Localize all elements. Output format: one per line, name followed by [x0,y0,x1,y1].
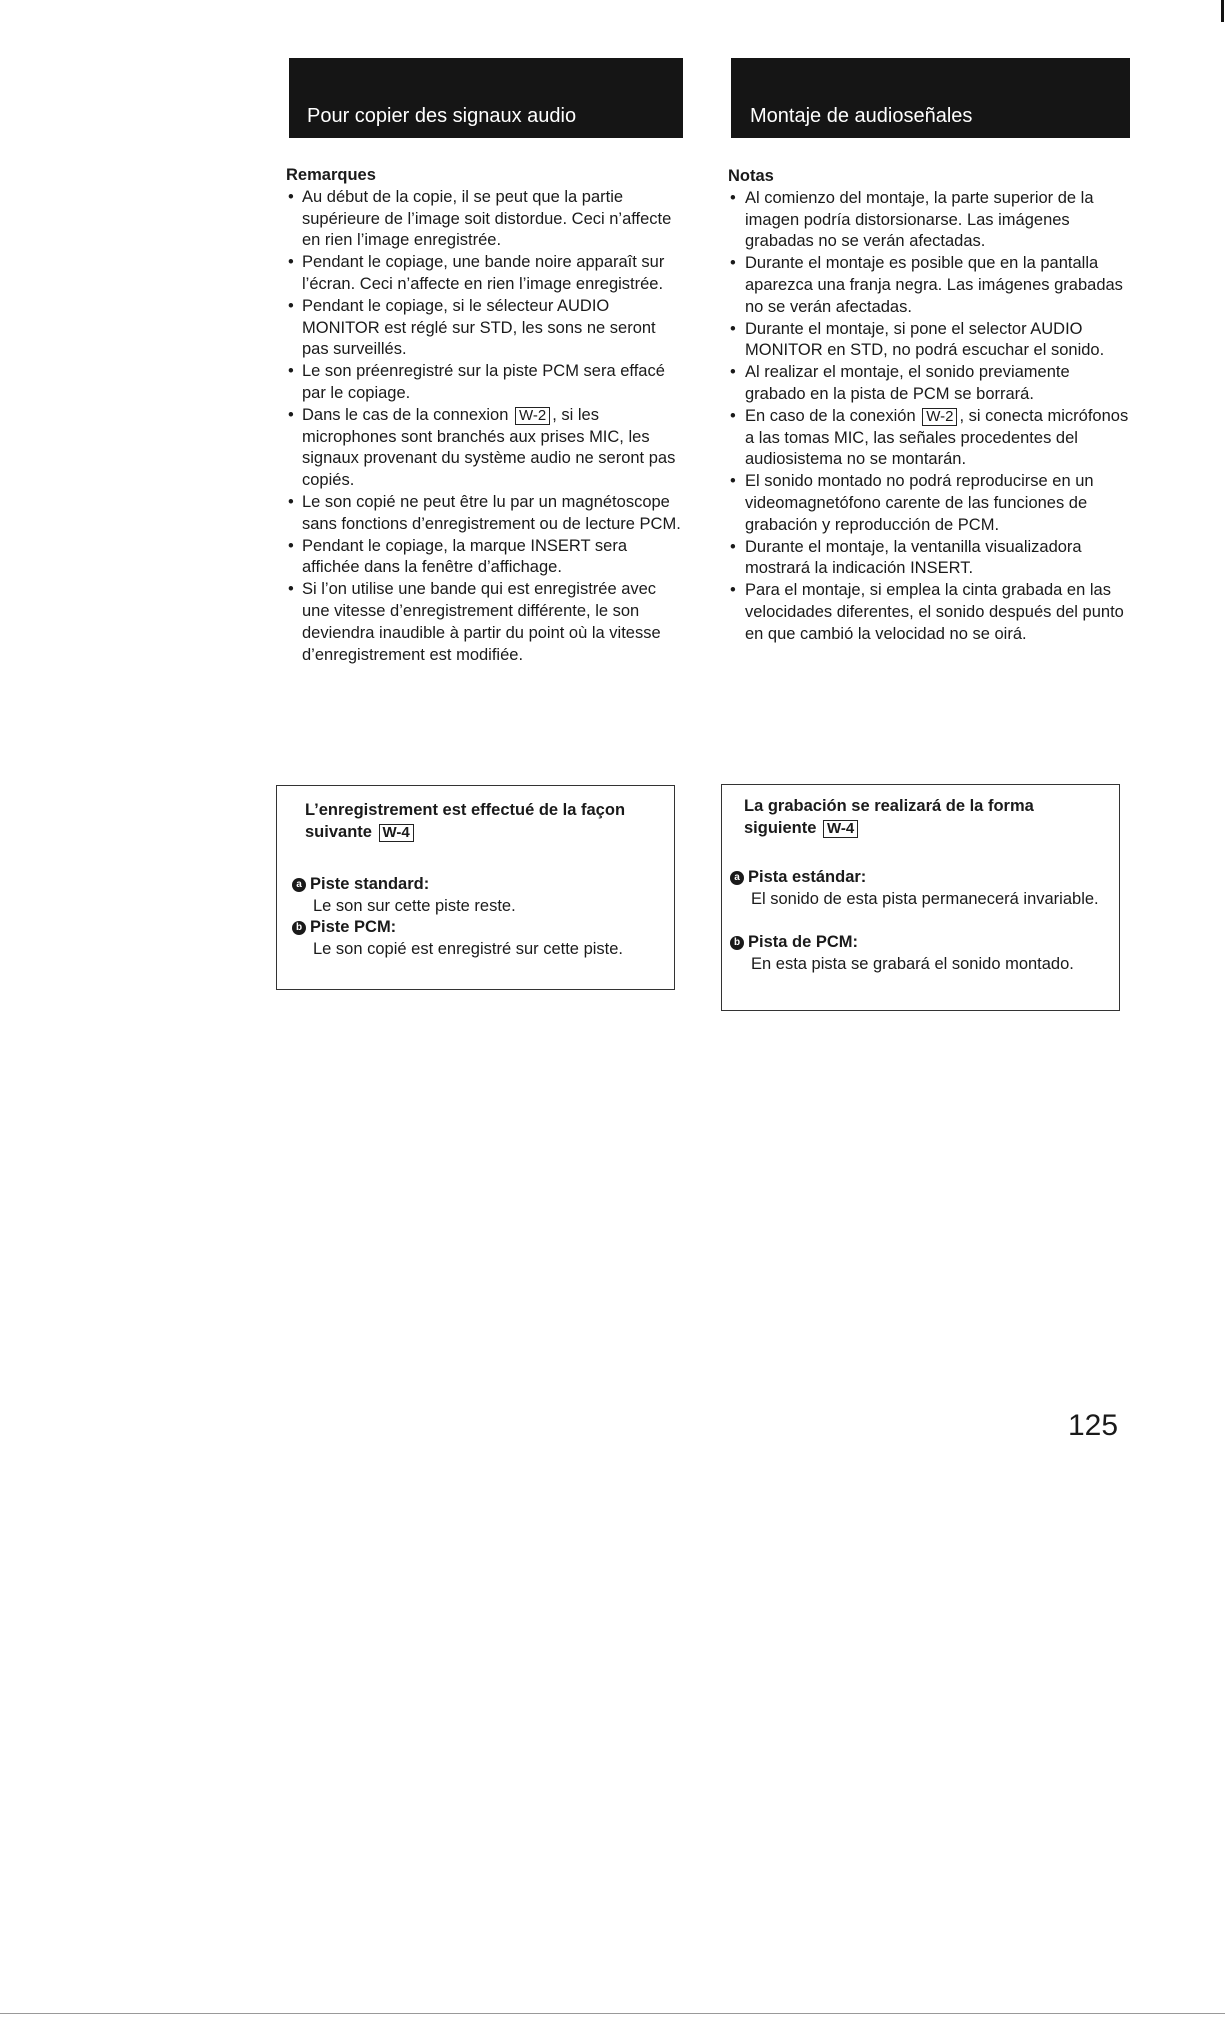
track-label [730,932,1110,954]
spanish-notes-column [728,166,1133,646]
circled-b-icon: b [730,936,744,950]
spanish-section-header [731,58,1130,138]
list-item: • Au début de la copie, il se peut que la partie supérieure de l’image soit distordue. Ceci n’affecte en rien l’image enregistrée. [286,187,686,252]
list-item: • Al realizar el montaje, el sonido previamente grabado en la pista de PCM se borrará. [728,362,1133,406]
page-number: 125 [1068,1409,1119,1442]
track-label-text: Piste standard: [310,875,430,893]
spanish-track-pcm [730,932,1110,976]
bottom-rule [0,2013,1225,2014]
list-item: • Le son copié ne peut être lu par un magnétoscope sans fonctions d’enregistrement ou de lecture PCM. [286,492,686,536]
french-track-standard [292,874,662,918]
french-track-pcm [292,917,662,961]
track-description: Le son sur cette piste reste. [313,896,516,915]
list-item: • Durante el montaje, si pone el selector AUDIO MONITOR en STD, no podrá escuchar el sonido. [728,319,1133,363]
track-label-text: Pista estándar: [748,868,867,886]
list-item: • Pendant le copiage, une bande noire apparaît sur l’écran. Ceci n’affecte en rien l’image enregistrée. [286,252,686,296]
circled-a-icon: a [730,871,744,885]
list-item: • Si l’on utilise une bande qui est enregistrée avec une vitesse d’enregistrement différente, le son deviendra inaudible à partir du point où la vitesse d’enregistrement est modifiée. [286,579,686,666]
track-description: Le son copié est enregistré sur cette piste. [313,939,624,958]
french-section-header [289,58,683,138]
connection-ref-badge: W-2 [515,407,550,425]
list-item: • Durante el montaje es posible que en la pantalla aparezca una franja negra. Las imágenes grabadas no se verán afectadas. [728,253,1133,318]
spanish-recording-box [721,784,1120,1011]
list-item: • Durante el montaje, la ventanilla visualizadora mostrará la indicación INSERT. [728,537,1133,581]
connection-note-text: Dans le cas de la connexion [302,405,509,424]
french-header-title: Pour copier des signaux audio [307,105,577,127]
circled-a-icon: a [292,878,306,892]
list-item: • Al comienzo del montaje, la parte superior de la imagen podría distorsionarse. Las imágenes grabadas no se verán afectadas. [728,188,1133,253]
track-description: El sonido de esta pista permanecerá invariable. [751,889,1099,908]
box-title-text: La grabación se realizará de la forma siguiente [744,797,1034,837]
track-label-text: Pista de PCM: [748,933,859,951]
spanish-track-standard [730,867,1110,911]
list-item [286,405,686,492]
connection-ref-badge: W-2 [922,408,957,426]
track-label-text: Piste PCM: [310,918,397,936]
list-item: • Pendant le copiage, la marque INSERT sera affichée dans la fenêtre d’affichage. [286,536,686,580]
spanish-notes-list [728,188,1133,646]
track-label [292,874,662,896]
connection-note-text: , si les microphones sont branchés aux prises MIC, les signaux provenant du système audio ne seront pas copiés. [302,405,676,490]
list-item [728,406,1133,471]
spanish-box-title [744,796,1104,840]
circled-b-icon: b [292,921,306,935]
spanish-notes-title: Notas [728,167,774,185]
french-notes-title: Remarques [286,166,376,184]
list-item: • Le son préenregistré sur la piste PCM sera effacé par le copiage. [286,361,686,405]
connection-ref-badge: W-4 [823,820,858,838]
french-notes-column [286,165,686,666]
list-item: • El sonido montado no podrá reproducirse en un videomagnetófono carente de las funciones de grabación y reproducción de PCM. [728,471,1133,536]
spanish-header-title: Montaje de audioseñales [750,105,973,127]
french-box-title [305,800,665,844]
track-label [292,917,662,939]
list-item: • Pendant le copiage, si le sélecteur AUDIO MONITOR est réglé sur STD, les sons ne seront pas surveillés. [286,296,686,361]
crop-mark [1221,0,1224,22]
connection-note-text: En caso de la conexión [745,406,916,425]
connection-ref-badge: W-4 [379,824,414,842]
list-item: • Para el montaje, si emplea la cinta grabada en las velocidades diferentes, el sonido después del punto en que cambió la velocidad no se oirá. [728,580,1133,645]
french-notes-list [286,187,686,667]
connection-note-text: , si conecta micrófonos a las tomas MIC, las señales procedentes del audiosistema no se montarán. [745,406,1129,469]
french-recording-box [276,785,675,990]
box-title-text: L’enregistrement est effectué de la façon suivante [305,801,626,841]
track-label [730,867,1110,889]
track-description: En esta pista se grabará el sonido montado. [751,954,1074,973]
